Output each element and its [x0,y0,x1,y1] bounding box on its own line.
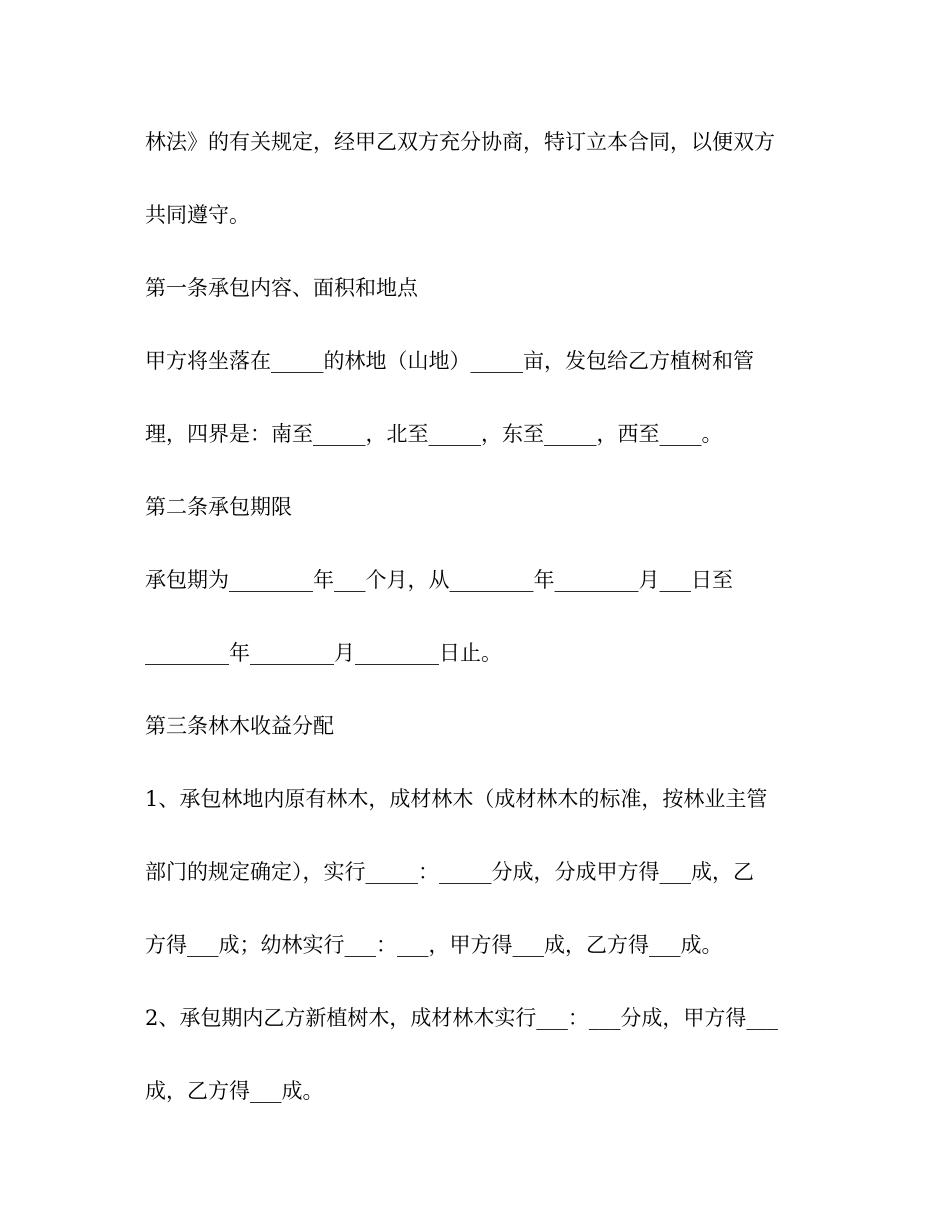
contract-text-line: 方得___成；幼林实行___：___，甲方得___成，乙方得___成。 [145,933,723,957]
contract-text-line: ________年________月________日止。 [145,641,502,665]
contract-text-line: 共同遵守。 [145,203,250,227]
contract-text-line: 承包期为________年___个月，从________年________月___日至 [145,568,733,592]
contract-text-line: 林法》的有关规定，经甲乙双方充分协商，特订立本合同，以便双方 [145,130,775,154]
contract-text-line: 理，四界是：南至_____，北至_____，东至_____，西至____。 [145,422,723,446]
contract-text-line: 2、承包期内乙方新植树木，成材林木实行___：___分成，甲方得___ [145,1006,778,1030]
section-heading-2: 第二条承包期限 [145,495,292,519]
contract-text-line: 部门的规定确定），实行_____：_____分成，分成甲方得___成，乙 [145,860,754,884]
section-heading-1: 第一条承包内容、面积和地点 [145,276,418,300]
section-heading-3: 第三条林木收益分配 [145,714,334,738]
contract-text-line: 1、承包林地内原有林木，成材林木（成材林木的标准，按林业主管 [145,787,768,811]
contract-text-line: 甲方将坐落在_____的林地（山地）_____亩，发包给乙方植树和管 [145,349,754,373]
contract-text-line: 成，乙方得___成。 [145,1079,324,1103]
